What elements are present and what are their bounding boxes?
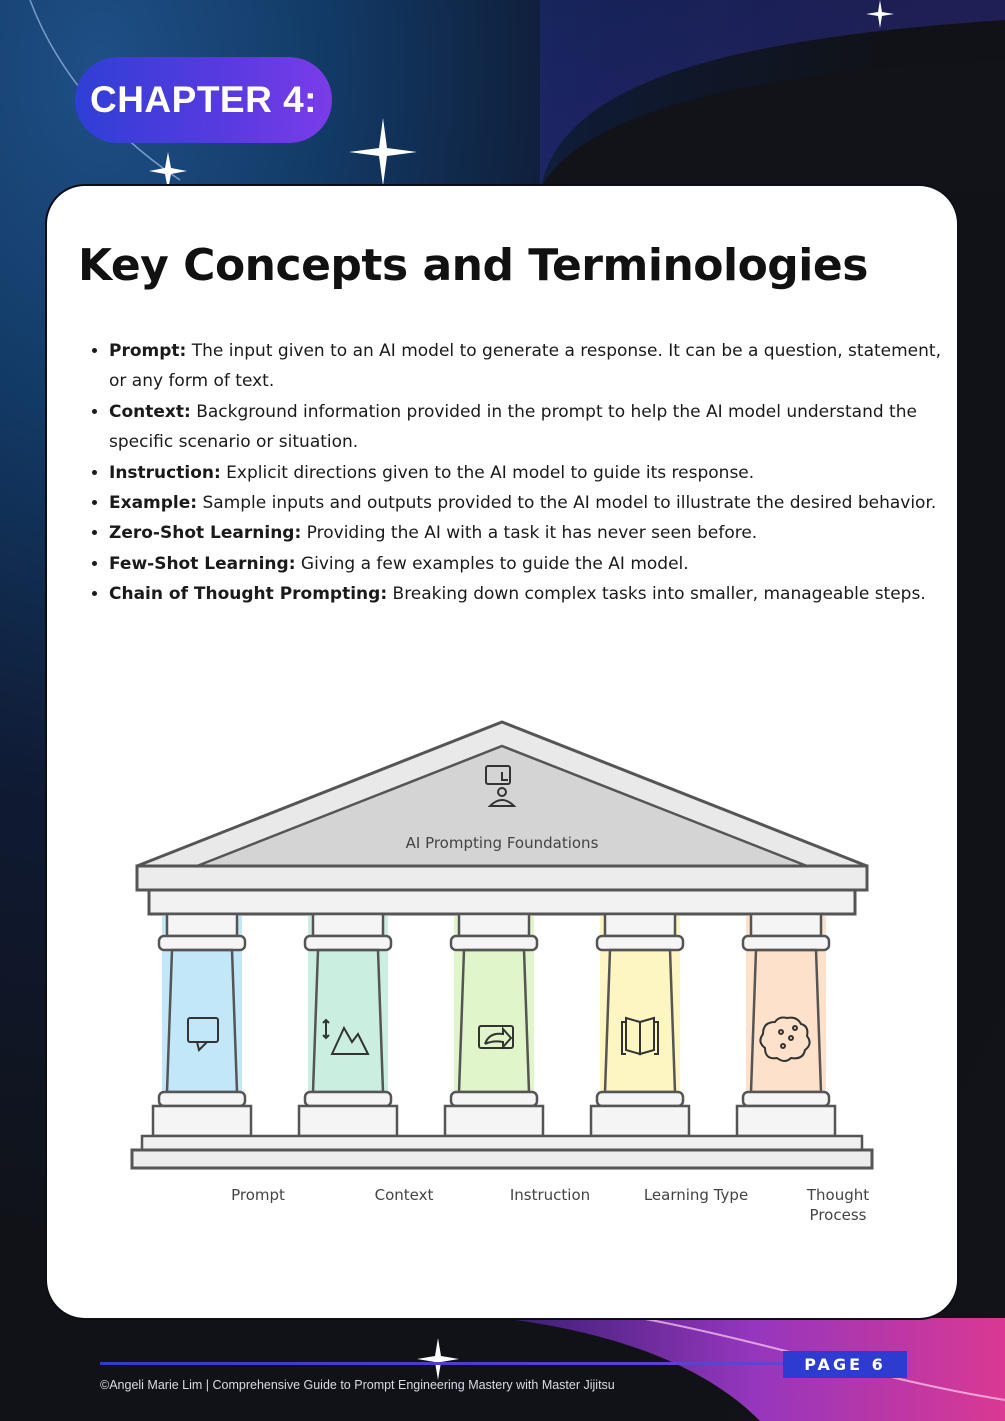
- page-number: PAGE 6: [783, 1351, 907, 1378]
- temple-diagram: [127, 716, 877, 1256]
- list-item: [109, 518, 959, 548]
- pillar-label-line2: Process: [809, 1206, 867, 1224]
- pillar-label: Learning Type: [643, 1186, 749, 1204]
- footer-copyright: ©Angeli Marie Lim | Comprehensive Guide to Prompt Engineering Mastery with Master Jijitsu: [100, 1378, 615, 1392]
- list-item: [109, 458, 959, 488]
- pillar-prompt: [153, 914, 251, 1141]
- term-definition: The input given to an AI model to generate a response. It can be a question, statement, or any form of text.: [109, 341, 941, 392]
- list-item: [109, 488, 959, 518]
- list-item: [109, 336, 959, 397]
- list-item: [109, 397, 959, 458]
- pillar-instruction: [445, 914, 543, 1141]
- diagram-title: AI Prompting Foundations: [405, 834, 599, 852]
- temple-roof: [137, 722, 867, 914]
- pillar-label: Context: [374, 1186, 434, 1204]
- list-item: [109, 579, 959, 609]
- pillar-context: [299, 914, 397, 1141]
- pillars-group: [153, 914, 835, 1141]
- list-item: [109, 549, 959, 579]
- term-label: Few-Shot Learning:: [109, 553, 296, 574]
- pillar-label: Instruction: [509, 1186, 591, 1204]
- term-label: Prompt:: [109, 341, 187, 361]
- pillar-label: Prompt: [231, 1186, 285, 1204]
- footer-divider: [100, 1362, 788, 1365]
- chapter-label: CHAPTER 4:: [75, 57, 332, 143]
- pillar-learning-type: [591, 914, 689, 1141]
- term-definition: Explicit directions given to the AI model to guide its response.: [220, 462, 755, 483]
- term-definition: Background information provided in the prompt to help the AI model understand the specific scenario or situation.: [109, 401, 917, 453]
- pillar-label: Thought: [806, 1186, 870, 1204]
- term-label: Instruction:: [109, 462, 221, 483]
- term-definition: Breaking down complex tasks into smaller, manageable steps.: [387, 584, 926, 605]
- temple-base: [132, 1136, 872, 1168]
- term-label: Chain of Thought Prompting:: [109, 584, 388, 605]
- terms-list: [85, 336, 959, 610]
- term-label: Example:: [109, 493, 198, 514]
- content-card: [47, 186, 957, 1318]
- term-label: Context:: [109, 401, 191, 422]
- term-definition: Giving a few examples to guide the AI model.: [295, 553, 689, 574]
- term-label: Zero-Shot Learning:: [109, 523, 302, 544]
- term-definition: Providing the AI with a task it has never seen before.: [301, 523, 758, 544]
- page-title: Key Concepts and Terminologies: [78, 240, 868, 291]
- pillar-thought-process: [737, 914, 835, 1141]
- term-definition: Sample inputs and outputs provided to the AI model to illustrate the desired behavior.: [197, 493, 937, 514]
